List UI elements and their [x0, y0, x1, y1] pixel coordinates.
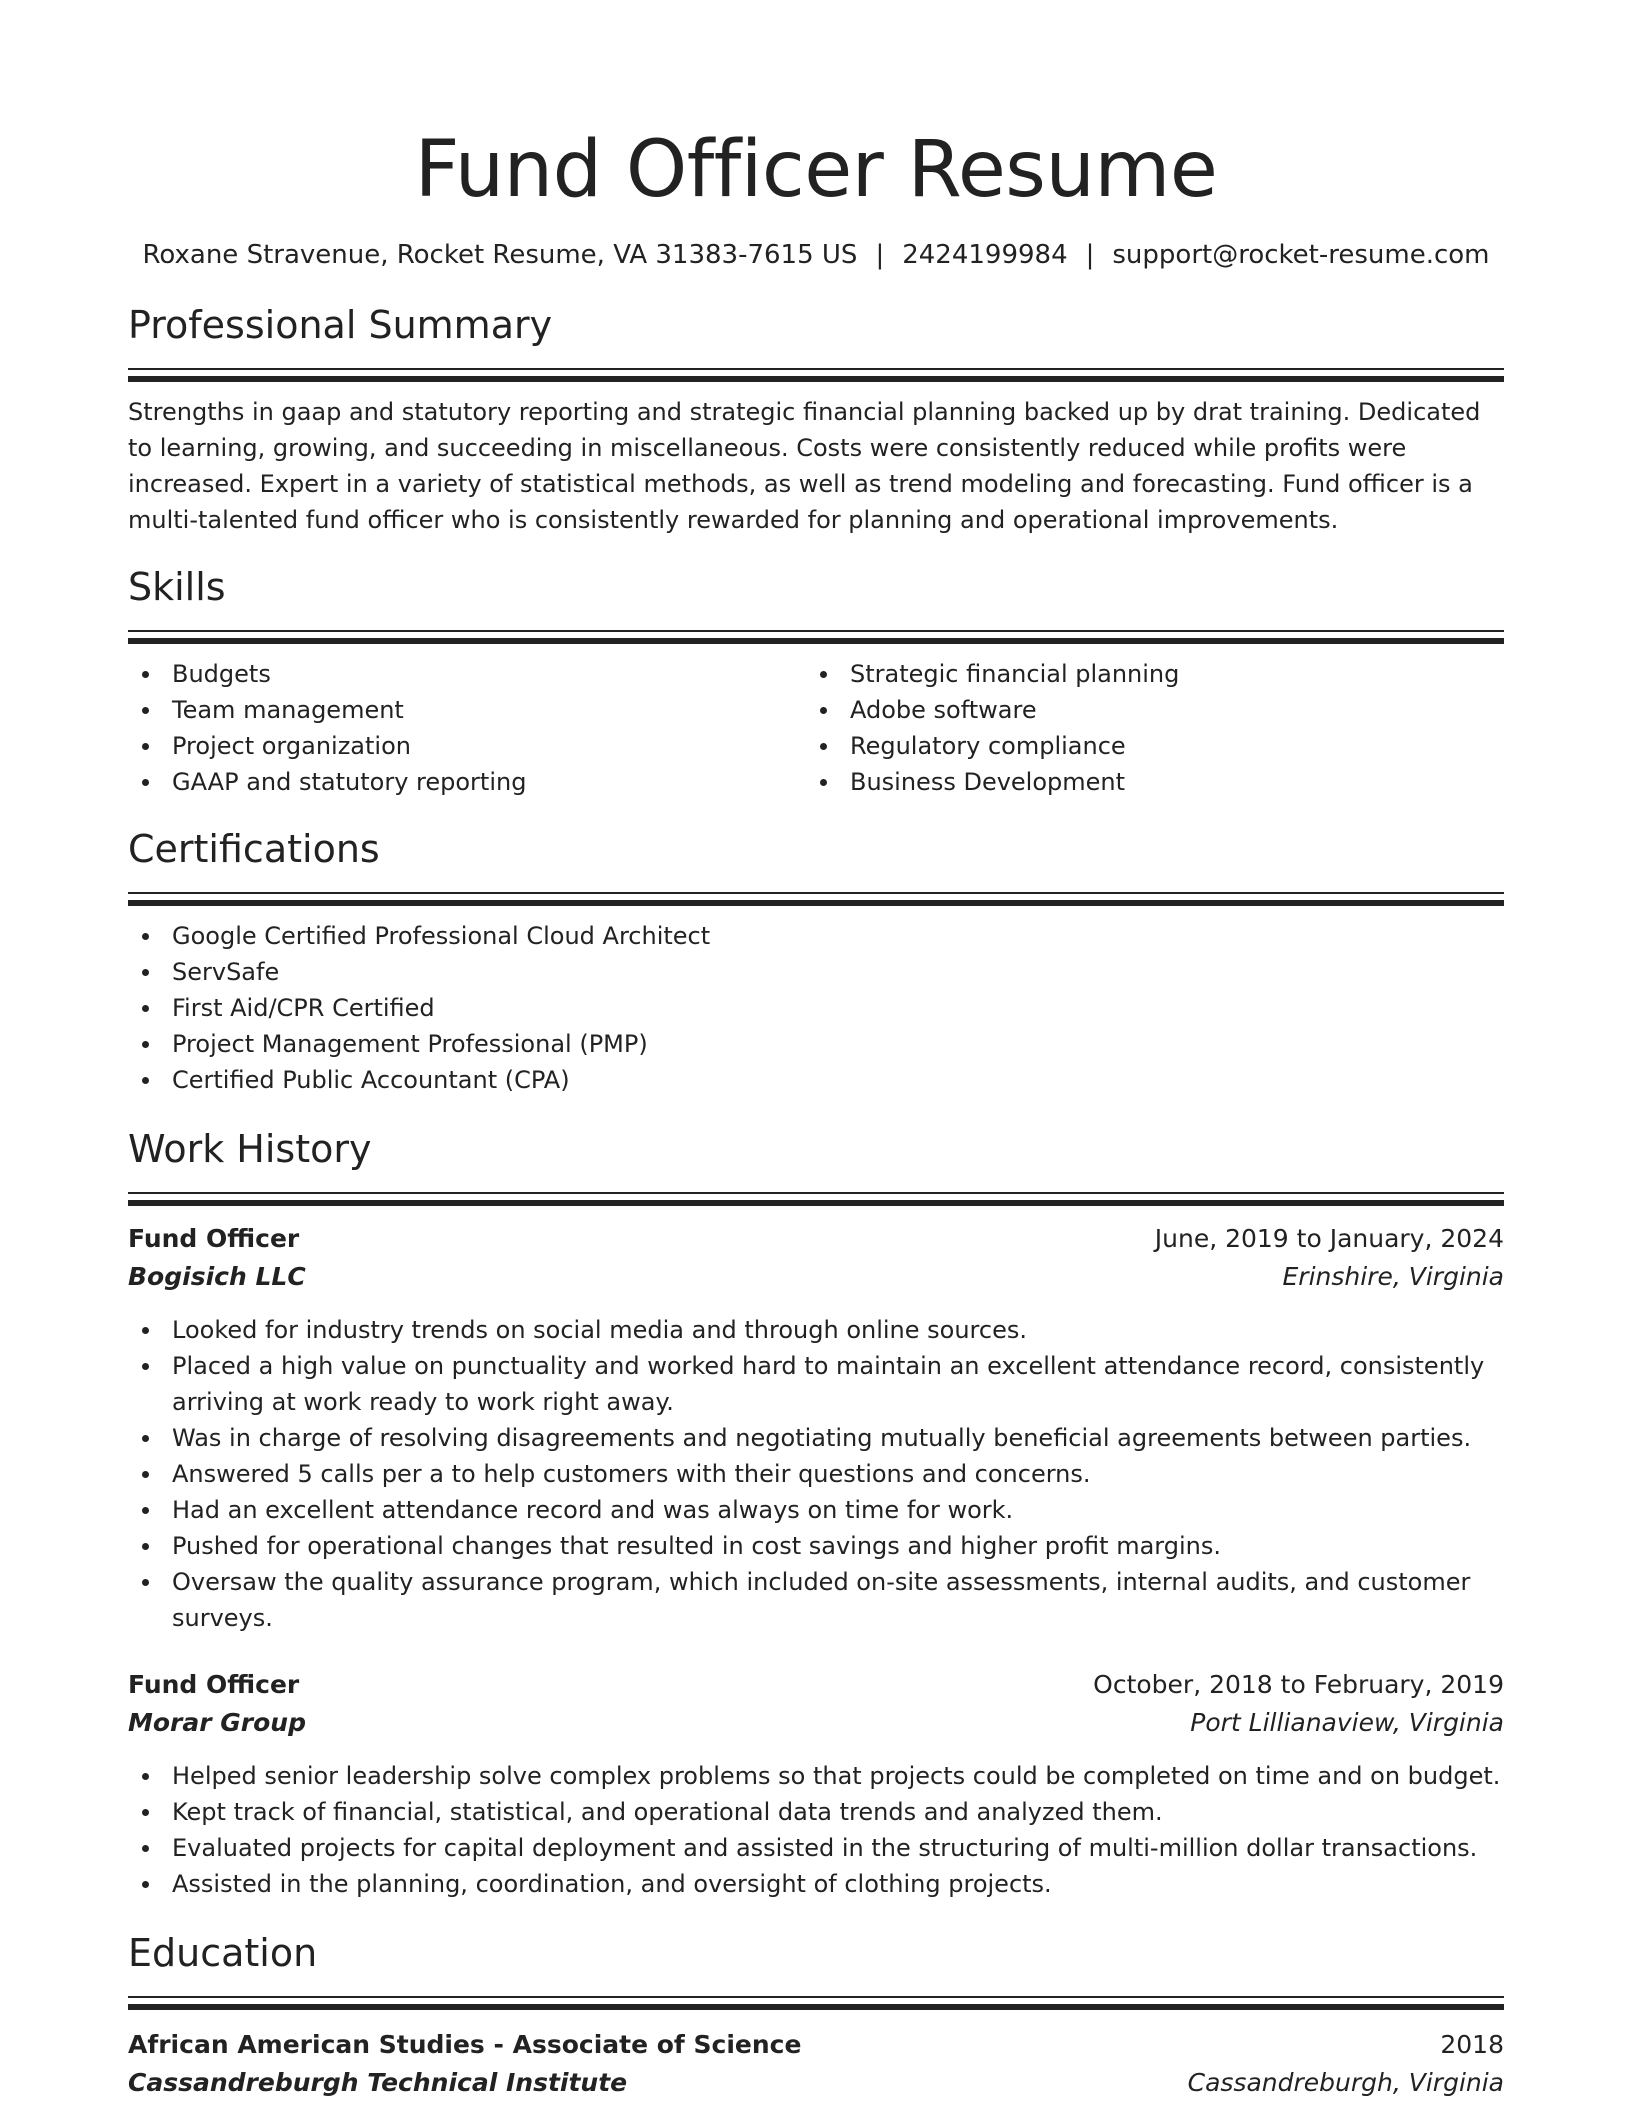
list-item: Placed a high value on punctuality and worked hard to maintain an excellent attendance record, consistently arriving at work ready to work right away. [128, 1348, 1504, 1420]
skills-section [128, 564, 1504, 800]
list-item: Strategic financial planning [806, 656, 1484, 692]
job-company: Bogisich LLC [128, 1262, 306, 1291]
job-bullets [128, 1758, 1504, 1902]
list-item: Evaluated projects for capital deployment and assisted in the structuring of multi-million dollar transactions. [128, 1830, 1504, 1866]
job-location: Port Lillianaview, Virginia [1190, 1708, 1504, 1737]
list-item: Assisted in the planning, coordination, and oversight of clothing projects. [128, 1866, 1504, 1902]
skills-grid [128, 656, 1504, 800]
list-item: Project organization [128, 728, 806, 764]
contact-email: support@rocket-resume.com [1112, 240, 1490, 270]
resume-title: Fund Officer Resume [414, 125, 1218, 215]
list-item: GAAP and statutory reporting [128, 764, 806, 800]
education-location: Cassandreburgh, Virginia [1187, 2068, 1504, 2097]
list-item: Certified Public Accountant (CPA) [128, 1062, 1504, 1098]
job-dates: October, 2018 to February, 2019 [1093, 1670, 1504, 1699]
job-subheader [128, 1704, 1504, 1742]
job-title: Fund Officer [128, 1224, 300, 1253]
education-section [128, 1930, 1504, 2102]
list-item: Answered 5 calls per a to help customers with their questions and concerns. [128, 1456, 1504, 1492]
list-item: Team management [128, 692, 806, 728]
list-item: Business Development [806, 764, 1484, 800]
section-heading-skills: Skills [128, 565, 226, 609]
section-divider [128, 1996, 1504, 2010]
job-bullets [128, 1312, 1504, 1636]
job-company: Morar Group [128, 1708, 307, 1737]
job-dates: June, 2019 to January, 2024 [1154, 1224, 1504, 1253]
education-subheader [128, 2064, 1504, 2102]
contact-address: Roxane Stravenue, Rocket Resume, VA 31383-7615 US [142, 240, 858, 270]
certifications-section [128, 826, 1504, 1098]
section-heading-education: Education [128, 1931, 318, 1975]
list-item: ServSafe [128, 954, 1504, 990]
job-entry [128, 1220, 1504, 1636]
list-item: Looked for industry trends on social media and through online sources. [128, 1312, 1504, 1348]
section-divider [128, 892, 1504, 906]
certifications-list [128, 918, 1504, 1098]
education-header [128, 2026, 1504, 2064]
resume-page [128, 0, 1504, 2102]
job-title: Fund Officer [128, 1670, 300, 1699]
summary-section [128, 302, 1504, 538]
list-item: Project Management Professional (PMP) [128, 1026, 1504, 1062]
list-item: Oversaw the quality assurance program, which included on-site assessments, internal audits, and customer surveys. [128, 1564, 1504, 1636]
list-item: Helped senior leadership solve complex problems so that projects could be completed on time and on budget. [128, 1758, 1504, 1794]
job-header [128, 1666, 1504, 1704]
section-heading-work-history: Work History [128, 1127, 372, 1171]
section-divider [128, 630, 1504, 644]
list-item: Adobe software [806, 692, 1484, 728]
work-history-section [128, 1126, 1504, 1902]
contact-phone: 2424199984 [902, 240, 1068, 270]
contact-separator: | [1085, 240, 1095, 270]
job-entry [128, 1666, 1504, 1902]
job-subheader [128, 1258, 1504, 1296]
contact-line [128, 238, 1504, 272]
list-item: Google Certified Professional Cloud Architect [128, 918, 1504, 954]
education-school: Cassandreburgh Technical Institute [128, 2068, 628, 2097]
skills-list-left [128, 656, 806, 800]
education-degree: African American Studies - Associate of Science [128, 2030, 802, 2059]
section-divider [128, 1192, 1504, 1206]
contact-separator: | [875, 240, 885, 270]
education-year: 2018 [1440, 2030, 1504, 2059]
list-item: Regulatory compliance [806, 728, 1484, 764]
list-item: Had an excellent attendance record and was always on time for work. [128, 1492, 1504, 1528]
list-item: Pushed for operational changes that resulted in cost savings and higher profit margins. [128, 1528, 1504, 1564]
list-item: First Aid/CPR Certified [128, 990, 1504, 1026]
list-item: Budgets [128, 656, 806, 692]
list-item: Was in charge of resolving disagreements and negotiating mutually beneficial agreements between parties. [128, 1420, 1504, 1456]
job-location: Erinshire, Virginia [1282, 1262, 1504, 1291]
summary-text: Strengths in gaap and statutory reporting and strategic financial planning backed up by drat training. Dedicated to learning, growing, and succeeding in miscellaneous. Costs were consistently reduced while profits were increased. Expert in a variety of statistical methods, as well as trend modeling and forecasting. Fund officer is a multi-talented fund officer who is consistently rewarded for planning and operational improvements. [128, 398, 1481, 534]
section-divider [128, 368, 1504, 382]
section-heading-summary: Professional Summary [128, 303, 553, 347]
section-heading-certifications: Certifications [128, 827, 380, 871]
list-item: Kept track of financial, statistical, and operational data trends and analyzed them. [128, 1794, 1504, 1830]
skills-list-right [806, 656, 1484, 800]
job-header [128, 1220, 1504, 1258]
